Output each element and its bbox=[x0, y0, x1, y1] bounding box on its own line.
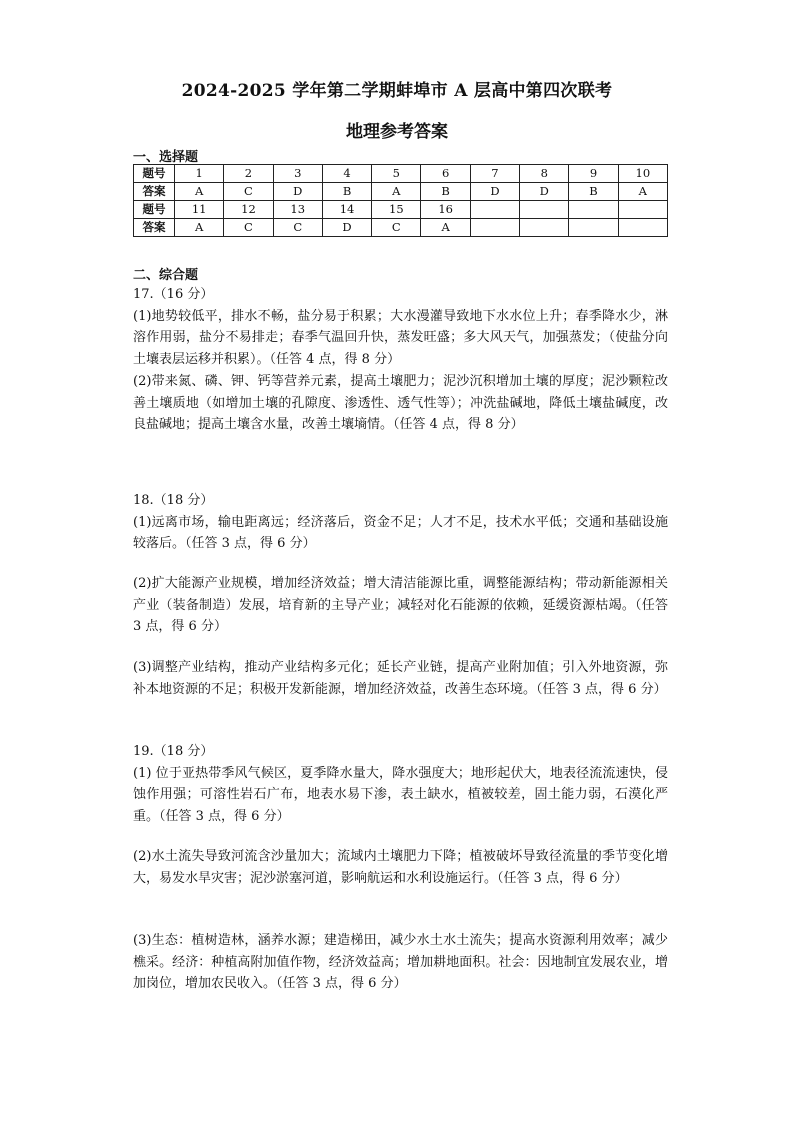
question-number-cell: 4 bbox=[322, 165, 371, 183]
row-label-question: 题号 bbox=[134, 201, 175, 219]
question-19-part-3-block bbox=[133, 930, 668, 995]
question-number-cell: 5 bbox=[372, 165, 421, 183]
table-row-question-numbers bbox=[134, 165, 668, 183]
question-number-cell bbox=[569, 201, 618, 219]
question-number-cell: 8 bbox=[520, 165, 569, 183]
answer-cell: C bbox=[273, 219, 322, 237]
answer-cell: B bbox=[421, 183, 470, 201]
row-label-question: 题号 bbox=[134, 165, 175, 183]
section-heading-comprehensive: 二、综合题 bbox=[133, 268, 199, 283]
question-number-cell: 10 bbox=[618, 165, 667, 183]
question-19-part-1: (1) 位于亚热带季风气候区，夏季降水量大，降水强度大；地形起伏大，地表径流流速快，侵蚀作用强；可溶性岩石广布，地表水易下渗，表土缺水，植被较差，固土能力弱，石漠化严重。（任答 3 点，得 6 分） bbox=[133, 765, 668, 824]
question-number-cell: 9 bbox=[569, 165, 618, 183]
question-17-part-2: (2)带来氮、磷、钾、钙等营养元素，提高土壤肥力；泥沙沉积增加土壤的厚度；泥沙颗粒改善土壤质地（如增加土壤的孔隙度、渗透性、透气性等）；冲洗盐碱地，降低土壤盐碱度，改良盐碱地；提高土壤含水量，改善土壤墒情。（任答 4 点，得 8 分） bbox=[133, 374, 668, 432]
question-17-part-2-block bbox=[133, 371, 668, 436]
answer-cell: D bbox=[470, 183, 519, 201]
answer-cell bbox=[470, 219, 519, 237]
answer-cell: D bbox=[322, 219, 371, 237]
question-19-part-3: (3)生态：植树造林，涵养水源；建造梯田，减少水土水土流失；提高水资源利用效率；减少樵采。经济：种植高附加值作物，经济效益高；增加耕地面积。社会：因地制宜发展农业，增加岗位，增加农民收入。（任答 3 点，得 6 分） bbox=[133, 933, 668, 991]
question-19-part-2: (2)水土流失导致河流含沙量加大；流域内土壤肥力下降；植被破坏导致径流量的季节变化增大，易发水旱灾害；泥沙淤塞河道，影响航运和水利设施运行。（任答 3 点，得 6 分） bbox=[133, 849, 668, 886]
answer-cell: D bbox=[273, 183, 322, 201]
question-number-cell: 15 bbox=[372, 201, 421, 219]
question-number-cell: 1 bbox=[175, 165, 224, 183]
answer-table bbox=[133, 164, 668, 237]
question-number-cell: 6 bbox=[421, 165, 470, 183]
question-19-part-2-block bbox=[133, 846, 668, 889]
answer-cell: A bbox=[618, 183, 667, 201]
question-number-cell: 7 bbox=[470, 165, 519, 183]
question-number-cell bbox=[618, 201, 667, 219]
question-19-heading: 19.（18 分） bbox=[133, 744, 214, 759]
answer-cell: C bbox=[372, 219, 421, 237]
table-row-answers bbox=[134, 219, 668, 237]
question-18-heading: 18.（18 分） bbox=[133, 493, 214, 508]
question-19 bbox=[133, 741, 668, 827]
answer-cell: A bbox=[372, 183, 421, 201]
question-number-cell: 13 bbox=[273, 201, 322, 219]
question-18 bbox=[133, 490, 668, 555]
question-17-part-1: (1)地势较低平，排水不畅，盐分易于积累；大水漫灌导致地下水水位上升；春季降水少，淋溶作用弱，盐分不易排走；春季气温回升快，蒸发旺盛；多大风天气，加强蒸发；（使盐分向土壤表层运移并积累）。（任答 4 点，得 8 分） bbox=[133, 308, 668, 367]
table-row-question-numbers bbox=[134, 201, 668, 219]
answer-cell: D bbox=[520, 183, 569, 201]
answer-cell: C bbox=[224, 183, 273, 201]
row-label-answer: 答案 bbox=[134, 183, 175, 201]
question-18-part-3-block bbox=[133, 657, 668, 700]
question-number-cell: 3 bbox=[273, 165, 322, 183]
question-number-cell: 16 bbox=[421, 201, 470, 219]
answer-cell: A bbox=[175, 219, 224, 237]
answer-cell bbox=[618, 219, 667, 237]
answer-cell bbox=[569, 219, 618, 237]
question-17-heading: 17.（16 分） bbox=[133, 287, 214, 302]
question-18-part-2-block bbox=[133, 573, 668, 638]
question-number-cell: 14 bbox=[322, 201, 371, 219]
answer-cell: B bbox=[322, 183, 371, 201]
question-17 bbox=[133, 284, 668, 370]
document-subtitle: 地理参考答案 bbox=[346, 122, 448, 142]
question-number-cell: 12 bbox=[224, 201, 273, 219]
question-18-part-1: (1)远离市场，输电距离远；经济落后，资金不足；人才不足，技术水平低；交通和基础设施较落后。（任答 3 点，得 6 分） bbox=[133, 514, 668, 551]
table-row-answers bbox=[134, 183, 668, 201]
question-18-part-2: (2)扩大能源产业规模，增加经济效益；增大清洁能源比重，调整能源结构；带动新能源相关产业（装备制造）发展，培育新的主导产业；减轻对化石能源的依赖，延缓资源枯竭。（任答 3 点，得 6 分） bbox=[133, 576, 668, 634]
question-number-cell bbox=[470, 201, 519, 219]
answer-cell: A bbox=[421, 219, 470, 237]
answer-cell: C bbox=[224, 219, 273, 237]
answer-cell: A bbox=[175, 183, 224, 201]
question-number-cell bbox=[520, 201, 569, 219]
question-18-part-3: (3)调整产业结构，推动产业结构多元化；延长产业链，提高产业附加值；引入外地资源，弥补本地资源的不足；积极开发新能源，增加经济效益，改善生态环境。（任答 3 点，得 6 分） bbox=[133, 660, 668, 697]
question-number-cell: 2 bbox=[224, 165, 273, 183]
answer-cell bbox=[520, 219, 569, 237]
section-heading-choice: 一、选择题 bbox=[133, 150, 199, 165]
question-number-cell: 11 bbox=[175, 201, 224, 219]
answer-cell: B bbox=[569, 183, 618, 201]
row-label-answer: 答案 bbox=[134, 219, 175, 237]
document-title: 2024-2025 学年第二学期蚌埠市 A 层高中第四次联考 bbox=[181, 81, 613, 101]
